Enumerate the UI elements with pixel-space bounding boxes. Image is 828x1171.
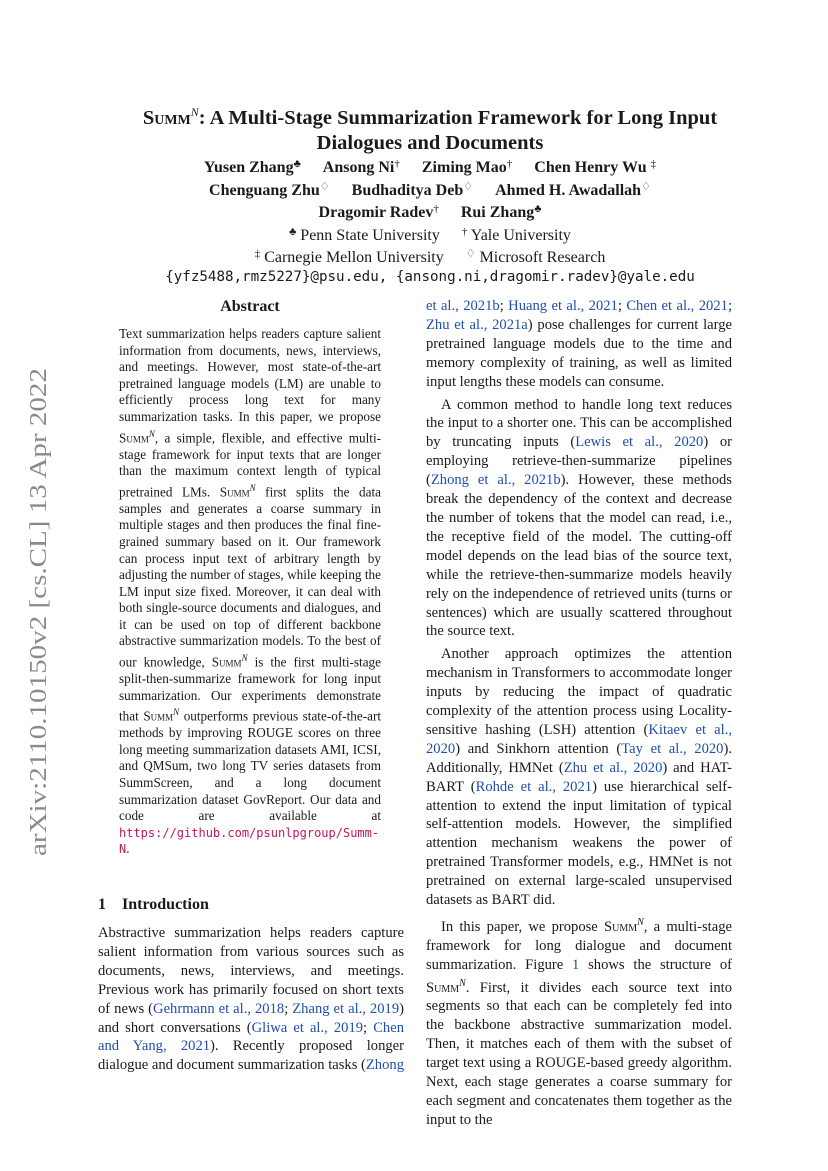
author-block	[90, 155, 770, 287]
intro-paragraph: Abstractive summarization helps readers capture salient information from various sources such as documents, news, interviews, and meetings. Previous work has primarily focused on short texts of news (Gehrmann et al., 2018; Zhang et al., 2019) and short conversations (Gliwa et al., 2019; Chen and Yang, 2021). Recently proposed longer dialogue and document summarization tasks (Zhong	[98, 925, 404, 1074]
title-line1: : A Multi-Stage Summarization Framework for Long Input	[198, 106, 718, 129]
citation-link[interactable]: Gehrmann et al., 2018	[153, 1000, 285, 1017]
author-name: Ansong Ni†	[322, 158, 400, 176]
paper-title	[90, 100, 770, 156]
author-name: Chen Henry Wu ‡	[534, 158, 657, 176]
affiliation: ‡ Carnegie Mellon University	[254, 248, 444, 266]
arxiv-stamp	[10, 368, 58, 858]
body-paragraph: A common method to handle long text reduces the input to a shorter one. This can be accomplished by truncating inputs (Lewis et al., 2020) or employing retrieve-then-summarize pipelines (Zhong et al., 2021b). However, these methods break the dependency of the context and decrease the number of tokens that the model can read, i.e., the receptive field of the model. The cutting-off model depends on the lead bias of the source text, while the retrieve-then-summarize models heavily rely on the independence of retrieved units (turns or sentences) which are usually scattered throughout the source text.	[426, 396, 732, 640]
affiliation-row-1	[90, 223, 770, 246]
citation-link[interactable]: Gliwa et al., 2019	[251, 1019, 364, 1036]
author-name: Rui Zhang♣	[460, 203, 542, 221]
code-link[interactable]: https://github.com/psunlpgroup/Summ-N	[119, 825, 380, 857]
citation-link[interactable]: et al., 2021b	[426, 298, 500, 314]
author-emails: {yfz5488,rmz5227}@psu.edu, {ansong.ni,dragomir.radev}@yale.edu	[165, 268, 695, 285]
citation-link[interactable]: Kitaev et al., 2020	[426, 721, 733, 757]
title-sup: N	[190, 105, 199, 119]
body-paragraph: In this paper, we propose Summ$^N$, a multi-stage framework for long dialogue and document summarization. Figure 1 shows the structure of Summ$^N$. First, it divides each source text into segments so that each can be completely fed into the backbone abstractive summarization model. Then, it matches each of them with the subset of target text using a ROUGE-based greedy algorithm. Next, each stage generates a coarse summary for each segment and concatenates them together as the input to the	[426, 917, 732, 1128]
body-paragraph: Another approach optimizes the attention mechanism in Transformers to accommodate longer inputs by reducing the impact of quadratic complexity of the attention process using Locality-sensitive hashing (LSH) attention (Kitaev et al., 2020) and Sinkhorn attention (Tay et al., 2020). Additionally, HMNet (Zhu et al., 2020) and HAT-BART (Rohde et al., 2021) use hierarchical self-attention to extend the input limitation of typical self-attention models. However, the simplified attention mechanism weakens the power of pretrained Transformer models, e.g., HMNet is not pretrained on external large-scaled unsupervised datasets as BART did.	[426, 646, 733, 909]
citation-link[interactable]: Zhu et al., 2021a	[426, 316, 528, 333]
author-name: Dragomir Radev†	[318, 203, 439, 221]
author-name: Yusen Zhang♣	[203, 158, 301, 176]
author-row-2	[90, 178, 770, 201]
title-summ: Summ	[142, 106, 191, 129]
abstract-text: Text summarization helps readers capture salient information from documents, news, interviews, and meetings. However, most state-of-the-art pretrained language models (LM) are unable to efficiently process long text for many summarization tasks. In this paper, we propose Summ$^N$, a simple, flexible, and effective multi-stage framework for input texts that are longer than the maximum context length of typical pretrained LMs. Summ$^N$ first splits the data samples and generates a coarse summary in multiple stages and then produces the final fine-grained summary based on it. Our framework can process input text of arbitrary length by adjusting the number of stages, while keeping the LM input size fixed. Moreover, it can deal with both single-source documents and dialogues, and it can be used on top of different backbone abstractive summarization models. To the best of our knowledge, Summ$^N$ is the first multi-stage split-then-summarize framework for long input summarization. Our experiments demonstrate that Summ$^N$ outperforms previous state-of-the-art methods by improving ROUGE scores on three long meeting summarization datasets AMI, ICSI, and QMSum, two long TV series datasets from SummScreen, and a long document summarization dataset GovReport. Our data and code are available at https://github.com/psunlpgroup/Summ-N.	[119, 326, 381, 857]
arxiv-identifier: arXiv:2110.10150v2 [cs.CL] 13 Apr 2022	[25, 444, 52, 856]
author-row-1	[90, 155, 770, 178]
citation-link[interactable]: Chen and Yang, 2021	[98, 1019, 404, 1055]
citation-link[interactable]: Zhang et al., 2019	[292, 1000, 400, 1017]
author-name: Chenguang Zhu♢	[209, 180, 330, 199]
author-name: Ahmed H. Awadallah♢	[495, 180, 651, 199]
citation-link[interactable]: Chen et al., 2021	[626, 298, 728, 314]
citation-link[interactable]: Lewis et al., 2020	[575, 434, 704, 451]
citation-link[interactable]: Zhong et al., 2021b	[430, 472, 561, 489]
citation-link[interactable]: Tay et al., 2020	[621, 740, 724, 757]
affiliation: † Yale University	[461, 225, 571, 244]
abstract-heading: Abstract	[220, 298, 280, 315]
affiliation: ♣ Penn State University	[289, 225, 440, 244]
body-paragraph: et al., 2021b; Huang et al., 2021; Chen et al., 2021; Zhu et al., 2021a) pose challenges for current large pretrained language models due to the time and memory complexity of training, as well as limited input lengths these models can consume.	[426, 298, 732, 390]
author-row-3	[90, 200, 770, 223]
section-heading: 1 Introduction	[98, 896, 209, 913]
citation-link[interactable]: Zhong	[365, 1057, 404, 1074]
affiliation: ♢ Microsoft Research	[465, 248, 606, 266]
right-column	[426, 297, 732, 1130]
citation-link[interactable]: Rohde et al., 2021	[475, 778, 593, 795]
introduction-section	[98, 896, 404, 1075]
abstract-section	[119, 298, 381, 858]
citation-link[interactable]: Huang et al., 2021	[508, 298, 618, 314]
affiliation-row-2	[90, 245, 770, 268]
author-name: Ziming Mao†	[421, 158, 513, 176]
citation-link[interactable]: Zhu et al., 2020	[563, 759, 663, 776]
title-line2: Dialogues and Documents	[316, 131, 544, 154]
author-name: Budhaditya Deb♢	[351, 180, 474, 199]
figure-link[interactable]: 1	[572, 956, 580, 973]
